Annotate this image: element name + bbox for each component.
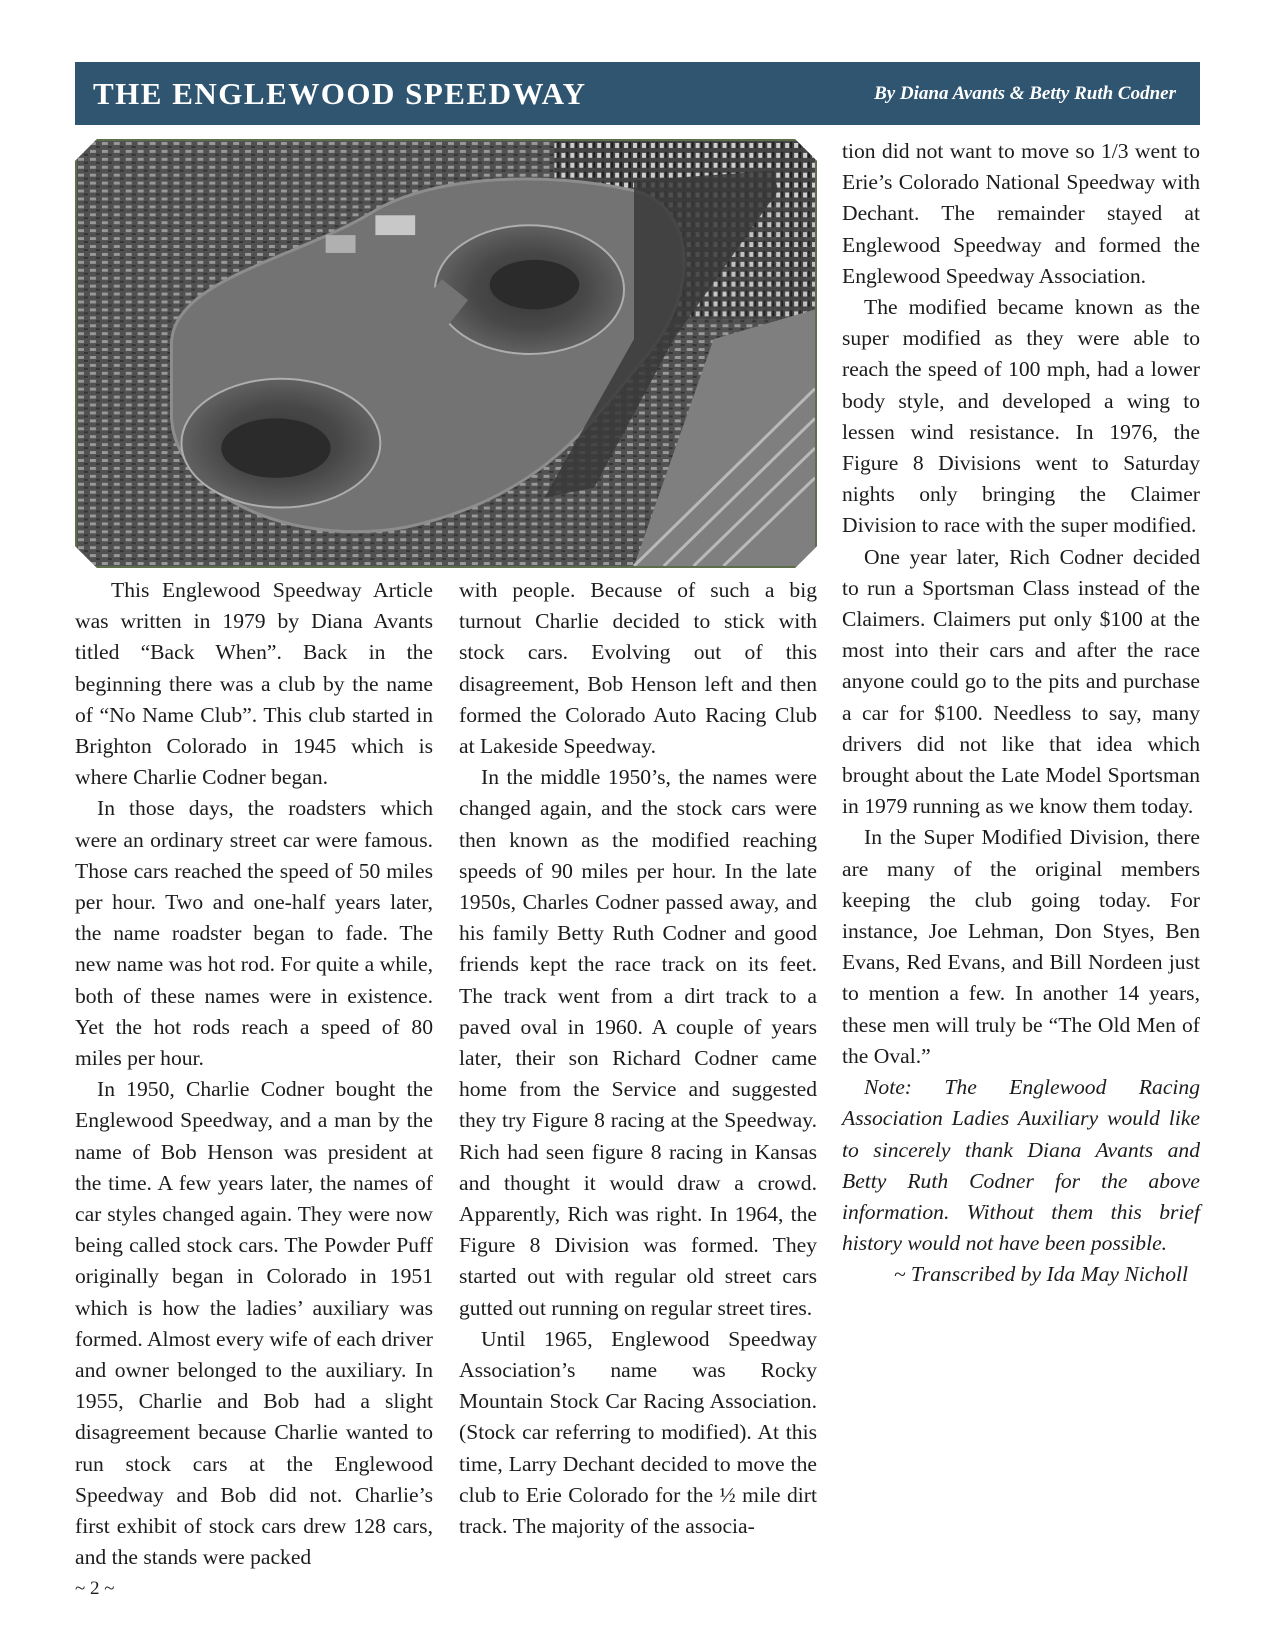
paragraph: One year later, Rich Codner decided to run a Sportsman Class instead of the Claimers. Claimers put only $100 at the most into their cars and after the race anyone could go to the pits and purchase a car for $100. Needless to say, many drivers did not like that idea which brought about the Late Model Sportsman in 1979 running as we know them today. (842, 544, 1200, 819)
paragraph: The modified became known as the super modified as they were able to reach the speed of 100 mph, had a lower body style, and developed a wing to lessen wind resistance. In 1976, the Figure 8 Divisions went to Saturday nights only bringing the Claimer Division to race with the super modified. (842, 295, 1200, 538)
article-title: THE ENGLEWOOD SPEEDWAY (93, 75, 587, 111)
paragraph: In those days, the roadsters which were an ordinary street car were famous. Those cars reached the speed of 50 miles per hour. Two and one-half years later, the name roadster began to fade. The new name was hot rod. For quite a while, both of these names were in existence. Yet the hot rods reach a speed of 80 miles per hour. (75, 796, 433, 1071)
paragraph: with people. Because of such a big turnout Charlie decided to stick with stock cars. Evolving out of this disagreement, Bob Henson left and then formed the Colorado Auto Racing Club at Lakeside Speedway. (459, 578, 817, 759)
page-number: ~ 2 ~ (75, 1578, 115, 1599)
paragraph: Until 1965, Englewood Speedway Association’s name was Rocky Mountain Stock Car Racing Association. (Stock car referring to modified). At this time, Larry Dechant decided to move the club to Erie Colorado for the ½ mile dirt track. The majority of the associa- (459, 1326, 817, 1539)
paragraph: In the Super Modified Division, there are many of the original members keeping the club going today. For instance, Joe Lehman, Don Styes, Ben Evans, Red Evans, and Bill Nordeen just to mention a few. In another 14 years, these men will truly be “The Old Men of the Oval.” (842, 825, 1200, 1068)
article-column-1 (75, 575, 433, 1574)
article-column-2 (459, 575, 817, 1542)
paragraph: In 1950, Charlie Codner bought the Englewood Speedway, and a man by the name of Bob Henson was president at the time. A few years later, the names of car styles changed again. They were now being called stock cars. The Powder Puff originally began in Colorado in 1951 which is how the ladies’ auxiliary was formed. Almost every wife of each driver and owner belonged to the auxiliary. In 1955, Charlie and Bob had a slight disagreement because Charlie wanted to run stock cars at the Englewood Speedway and Bob did not. Charlie’s first exhibit of stock cars drew 128 cars, and the stands were packed (75, 1077, 433, 1570)
paragraph: tion did not want to move so 1/3 went to Erie’s Colorado National Speedway with Dechant. The remainder stayed at Englewood Speedway and formed the Englewood Speedway Association. (842, 139, 1200, 288)
paragraph: This Englewood Speedway Article was written in 1979 by Diana Avants titled “Back When”. Back in the beginning there was a club by the name of “No Name Club”. This club started in Brighton Colorado in 1945 which is where Charlie Codner began. (75, 578, 433, 790)
article-column-3 (842, 136, 1200, 1291)
article-byline: By Diana Avants & Betty Ruth Codner (874, 82, 1176, 104)
article-header-banner (75, 62, 1200, 125)
speedway-photo-illustration (77, 141, 815, 566)
transcription-credit: ~ Transcribed by Ida May Nicholl (893, 1262, 1188, 1287)
acknowledgement-note: Note: The Englewood Racing Association Ladies Auxiliary would like to sincerely thank Diana Avants and Betty Ruth Codner for the above information. Without them this brief history would not have been possible. (842, 1075, 1200, 1256)
speedway-aerial-photo (75, 139, 817, 568)
paragraph: In the middle 1950’s, the names were changed again, and the stock cars were then known as the modified reaching speeds of 90 miles per hour. In the late 1950s, Charles Codner passed away, and his family Betty Ruth Codner and good friends kept the race track on its feet. The track went from a dirt track to a paved oval in 1960. A couple of years later, their son Richard Codner came home from the Service and suggested they try Figure 8 racing at the Speedway. Rich had seen figure 8 racing in Kansas and thought it would draw a crowd. Apparently, Rich was right. In 1964, the Figure 8 Division was formed. They started out with regular old street cars gutted out running on regular street tires. (459, 765, 817, 1320)
